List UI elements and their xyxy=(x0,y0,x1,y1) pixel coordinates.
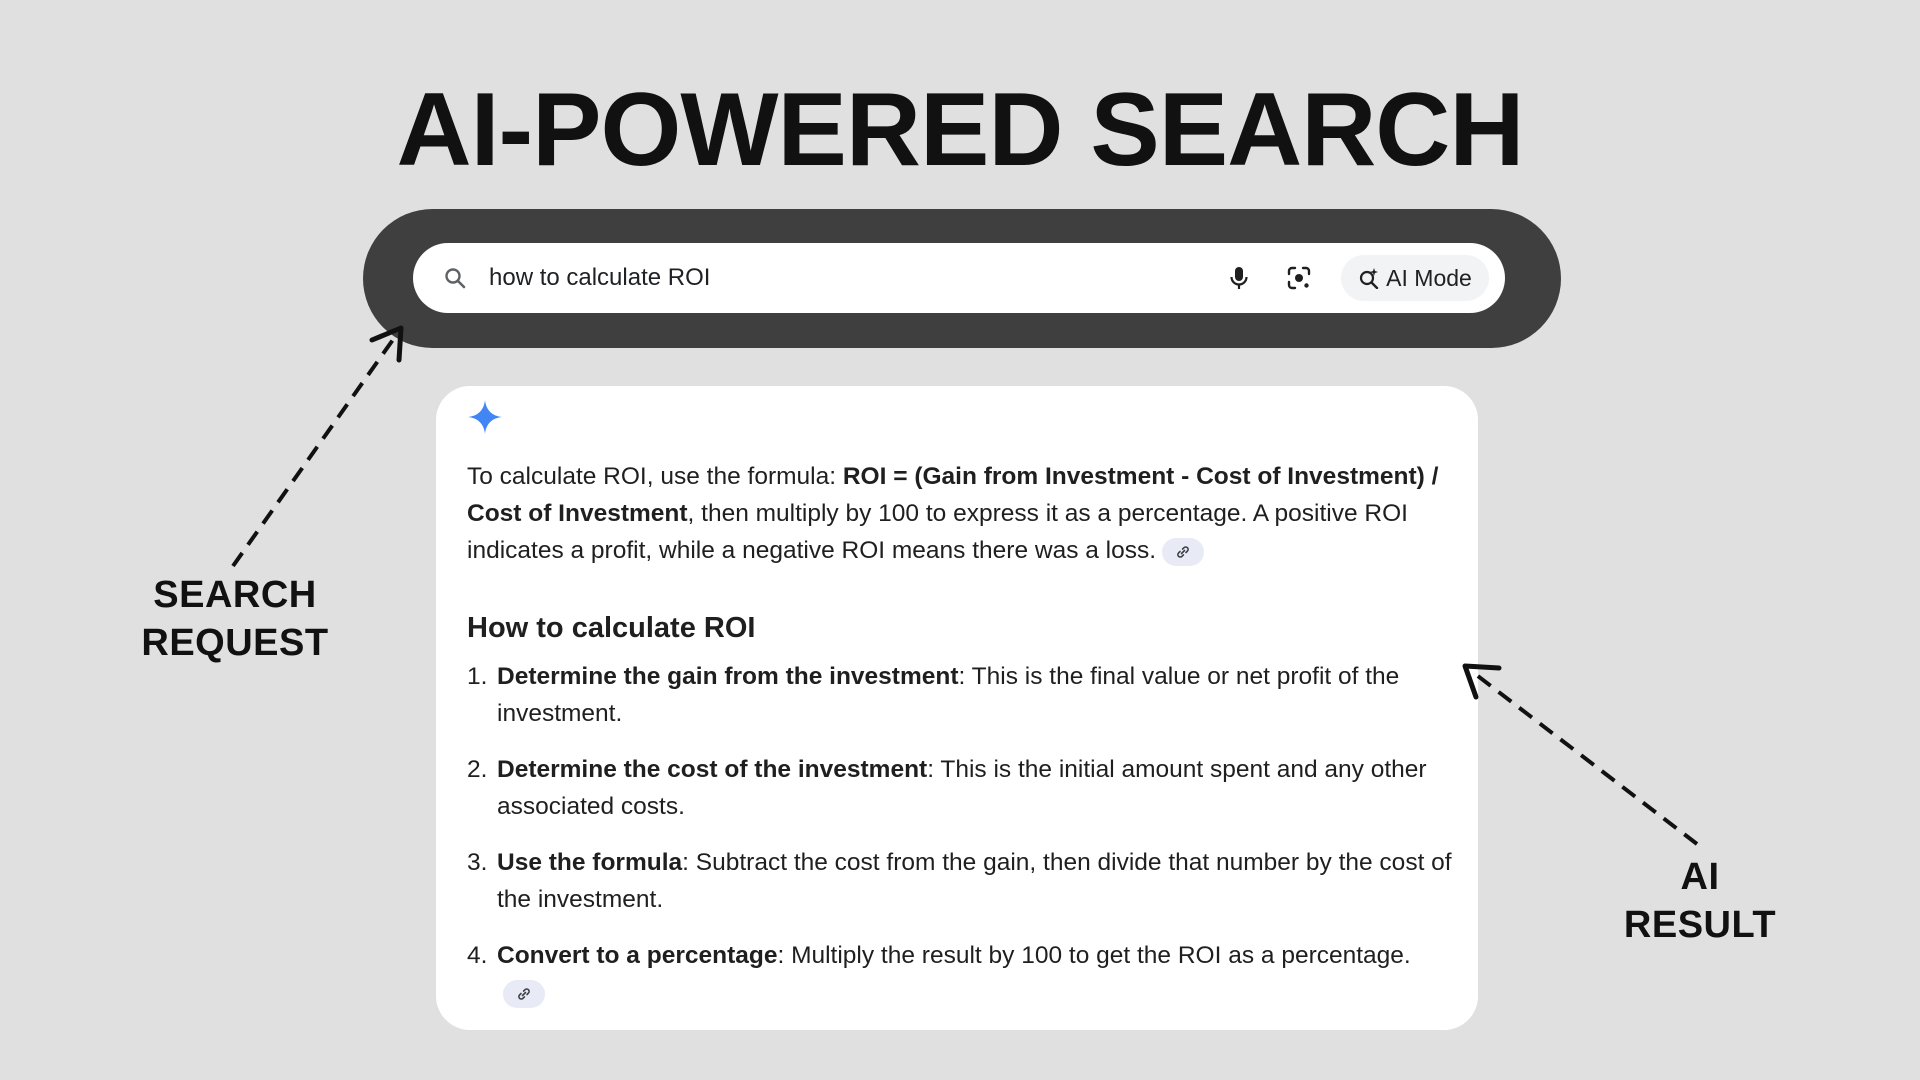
lens-icon[interactable] xyxy=(1285,264,1313,292)
list-item xyxy=(467,844,1452,918)
ai-arrow-line xyxy=(1470,670,1697,844)
search-arrow-line xyxy=(233,334,397,566)
summary-text-start: To calculate ROI, use the formula: xyxy=(467,463,843,490)
ai-mode-icon xyxy=(1358,267,1380,289)
list-item xyxy=(467,658,1452,732)
sparkle-icon xyxy=(466,398,504,436)
link-icon xyxy=(1175,544,1191,560)
step-number: 2. xyxy=(467,756,488,783)
step-title: Convert to a percentage xyxy=(497,942,778,969)
label-line: REQUEST xyxy=(141,622,329,664)
step-title: Use the formula xyxy=(497,849,683,876)
step-text: : Multiply the result by 100 to get the ROI as a percentage. xyxy=(777,942,1411,969)
search-icon[interactable] xyxy=(443,266,467,290)
search-bar[interactable] xyxy=(413,243,1505,313)
step-text: : This is the final value or net profit of the investment. xyxy=(497,663,1400,727)
summary-formula: ROI = (Gain from Investment - Cost of Investment) / Cost of Investment xyxy=(467,463,1439,527)
step-title: Determine the cost of the investment xyxy=(497,756,928,783)
label-line: RESULT xyxy=(1623,904,1777,946)
section-heading: How to calculate ROI xyxy=(467,612,756,644)
summary-text-end: , then multiply by 100 to express it as a percentage. A positive ROI indicates a profit, while a negative ROI means there was a loss. xyxy=(467,500,1408,564)
mic-icon[interactable] xyxy=(1225,264,1253,292)
ai-mode-button[interactable] xyxy=(1341,255,1489,301)
search-input[interactable]: how to calculate ROI xyxy=(489,264,711,291)
step-number: 3. xyxy=(467,849,488,876)
label-line: SEARCH xyxy=(153,574,317,616)
step-text: : Subtract the cost from the gain, then divide that number by the cost of the investment. xyxy=(497,849,1452,913)
page-title: AI-POWERED SEARCH xyxy=(396,72,1524,188)
ai-summary xyxy=(467,458,1452,569)
link-icon xyxy=(516,986,532,1002)
step-number: 1. xyxy=(467,663,488,690)
source-link-chip[interactable] xyxy=(1162,538,1204,566)
list-item xyxy=(467,751,1452,825)
source-link-chip[interactable] xyxy=(503,980,545,1008)
step-title: Determine the gain from the investment xyxy=(497,663,959,690)
step-text: : This is the initial amount spent and any other associated costs. xyxy=(497,756,1427,820)
step-number: 4. xyxy=(467,942,488,969)
search-request-label xyxy=(130,571,340,667)
ai-result-label xyxy=(1600,853,1800,949)
steps-list xyxy=(467,658,1452,1030)
ai-result-card xyxy=(436,386,1478,1030)
list-item xyxy=(467,937,1452,1011)
ai-mode-label: AI Mode xyxy=(1386,264,1472,291)
label-line: AI xyxy=(1680,856,1720,898)
